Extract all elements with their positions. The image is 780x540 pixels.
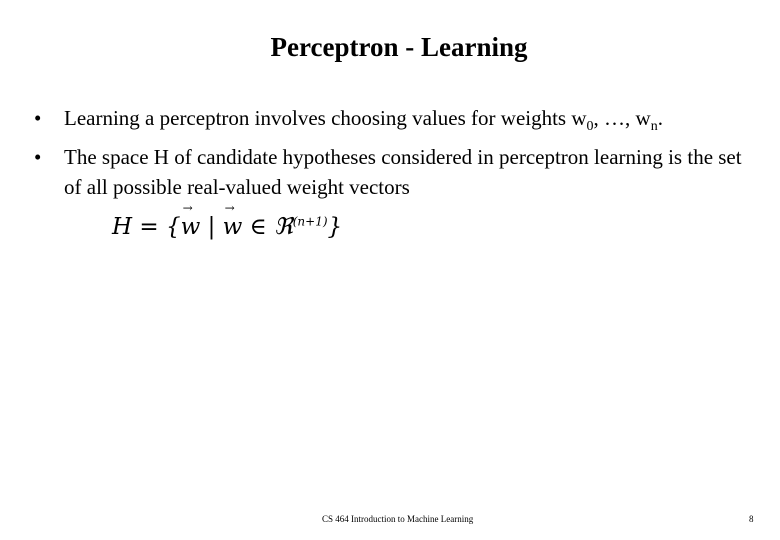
formula-exponent: (n+1) (292, 214, 328, 229)
formula-element-of: ∈ (242, 214, 274, 240)
hypothesis-space-formula (112, 201, 343, 240)
bullet-weights-text: Learning a perceptron involves choosing values for weights w (64, 106, 587, 130)
weight-vector: → w (180, 201, 201, 240)
bullet-list (34, 103, 764, 202)
bullet-hypothesis-space (34, 142, 764, 202)
bullet-weights (34, 103, 764, 142)
weight-subscript-n: n (650, 119, 658, 135)
vector-arrow-icon: → (182, 201, 193, 215)
formula-equals: = { (132, 214, 181, 240)
footer-course: CS 464 Introduction to Machine Learning (322, 514, 474, 524)
weight-vector: → w (222, 201, 243, 240)
formula-close: } (327, 214, 343, 240)
weight-subscript-0: 0 (586, 119, 594, 135)
bullet-weights-end: . (657, 106, 663, 130)
formula-such-that: | (200, 214, 223, 240)
footer-page-number: 8 (749, 514, 754, 524)
formula-lhs: H (112, 214, 133, 240)
slide-title: Perceptron - Learning (270, 32, 528, 62)
bullet-marker: • (34, 106, 42, 130)
bullet-hypothesis-text: The space H of candidate hypotheses considered in perceptron learning is the set of all possible real-valued weight vectors (64, 145, 742, 200)
vector-arrow-icon: → (224, 201, 235, 215)
bullet-weights-ellipsis: , …, w (593, 106, 651, 130)
bullet-marker: • (34, 145, 42, 170)
real-numbers-symbol: ℜ (274, 214, 293, 240)
